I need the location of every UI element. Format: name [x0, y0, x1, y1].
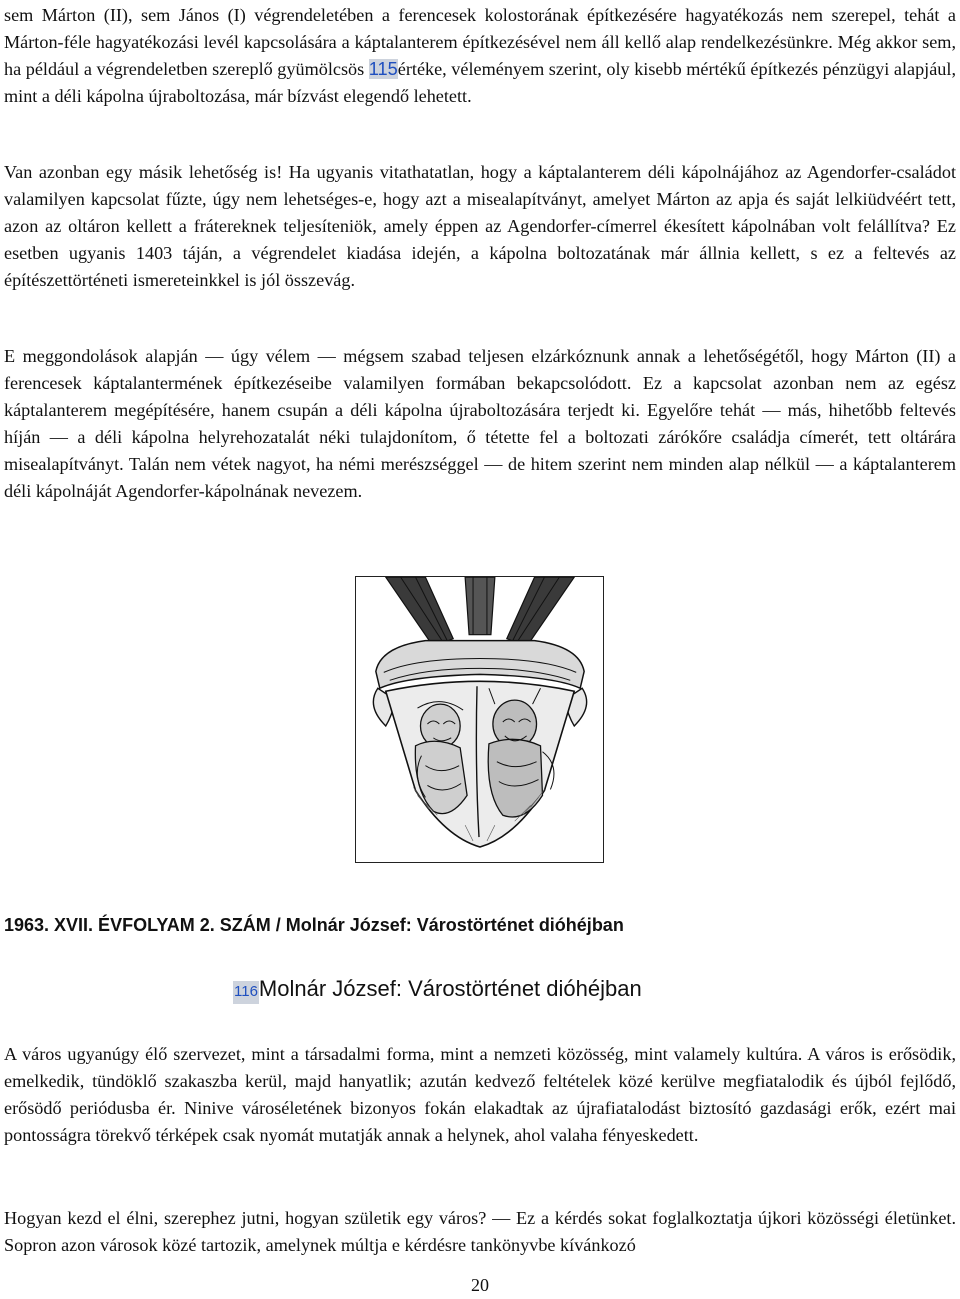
paragraph-text: értéke, véleményem szerint, oly kisebb mértékű építkezés pénzügyi alapjául, mint a déli kápolna újraboltozása, már bízvást elegendő lehetett. [4, 59, 956, 106]
paragraph-agendorfer-2: Van azonban egy másik lehetőség is! Ha ugyanis vitathatatlan, hogy a káptalanterem déli kápolnájához az Agendorfer-családot valamilyen kapcsolat fűzte, úgy nem lehetséges-e, hogy azt a misealapítványt, amelyet Márton az apja és saját lelkiüdvéért tett, azon az oltáron kellett a frátereknek teljesíteniök, amely éppen az Agendorfer-címerrel ékesített kápolnában volt felállítva? Ez esetben ugyanis 1403 táján, a végrendelet kiadása idején, a kápolna boltozatának már állnia kellett, s ez a feltevés az építészettörténeti ismereteinkkel is jól összevág. [4, 162, 956, 290]
paragraph-agendorfer-3: E meggondolások alapján — úgy vélem — mégsem szabad teljesen elzárkóznunk annak a lehetőségétől, hogy Márton (II) a ferencesek káptalantermének építkezéseibe valamilyen formában bekapcsolódott. Ez a kapcsolat azonban nem az egész káptalanterem megépítésére, hanem csupán a déli kápolna újraboltozására terjedt ki. Egyelőre tehát — más, hihetőbb feltevés híján — a déli kápolna helyrehozatalát néki tulajdonítom, ő tétette fel a boltozati zárókőre családja címerét, tett oltárára misealapítványt. Talán nem vétek nagyot, ha némi merészséggel — de hitem szerint nem minden alap nélkül — a káptalanterem déli kápolnáját Agendorfer-kápolnának nevezem. [4, 346, 956, 501]
page-anchor-116[interactable]: 116 [233, 981, 259, 1004]
paragraph-agendorfer-1 [4, 2, 956, 110]
carving-drawing [356, 577, 603, 862]
article-title [233, 974, 642, 1007]
keystone-carving-illustration [355, 576, 604, 863]
article-paragraph-2: Hogyan kezd el élni, szerephez jutni, hogyan születik egy város? — Ez a kérdés sokat foglalkoztatja újkori közösségi életünket. Sopron azon városok közé tartozik, amelynek múltja e kérdésre tankönyvbe kívánkozó [4, 1208, 956, 1255]
issue-heading: 1963. XVII. ÉVFOLYAM 2. SZÁM / Molnár József: Várostörténet dióhéjban [4, 915, 624, 935]
page-anchor-115[interactable]: 115 [368, 59, 398, 79]
article-title-text: Molnár József: Várostörténet dióhéjban [258, 976, 642, 1001]
page-number: 20 [471, 1275, 489, 1295]
paragraph-text: sem Márton (II), sem János (I) végrendeletében a ferencesek kolostorának építkezésére hagyatékozás nem szerepel, tehát a Márton-féle hagyatékozási levél kapcsolására a káptalanterem építkezésével nem áll kellő alap rendelkezésünkre. Még akkor sem, ha például a végrendeletben szereplő gyümölcsös [4, 5, 956, 79]
article-paragraph-1: A város ugyanúgy élő szervezet, mint a társadalmi forma, mint a nemzeti közösség, mint valamely kultúra. A város is erősödik, emelkedik, tündöklő szakaszba kerül, majd hanyatlik; azután kedvező feltételek közé kerülve megfiatalodik és újból fejlődő, erősödő periódusba ér. Ninive városéletének bizonyos fokán elakadtak az újrafiatalodást biztosító gazdasági erők, ezért mai pontosságra törekvő térképek csak nyomát mutatják annak a helynek, ahol valaha fényeskedett. [4, 1044, 956, 1145]
